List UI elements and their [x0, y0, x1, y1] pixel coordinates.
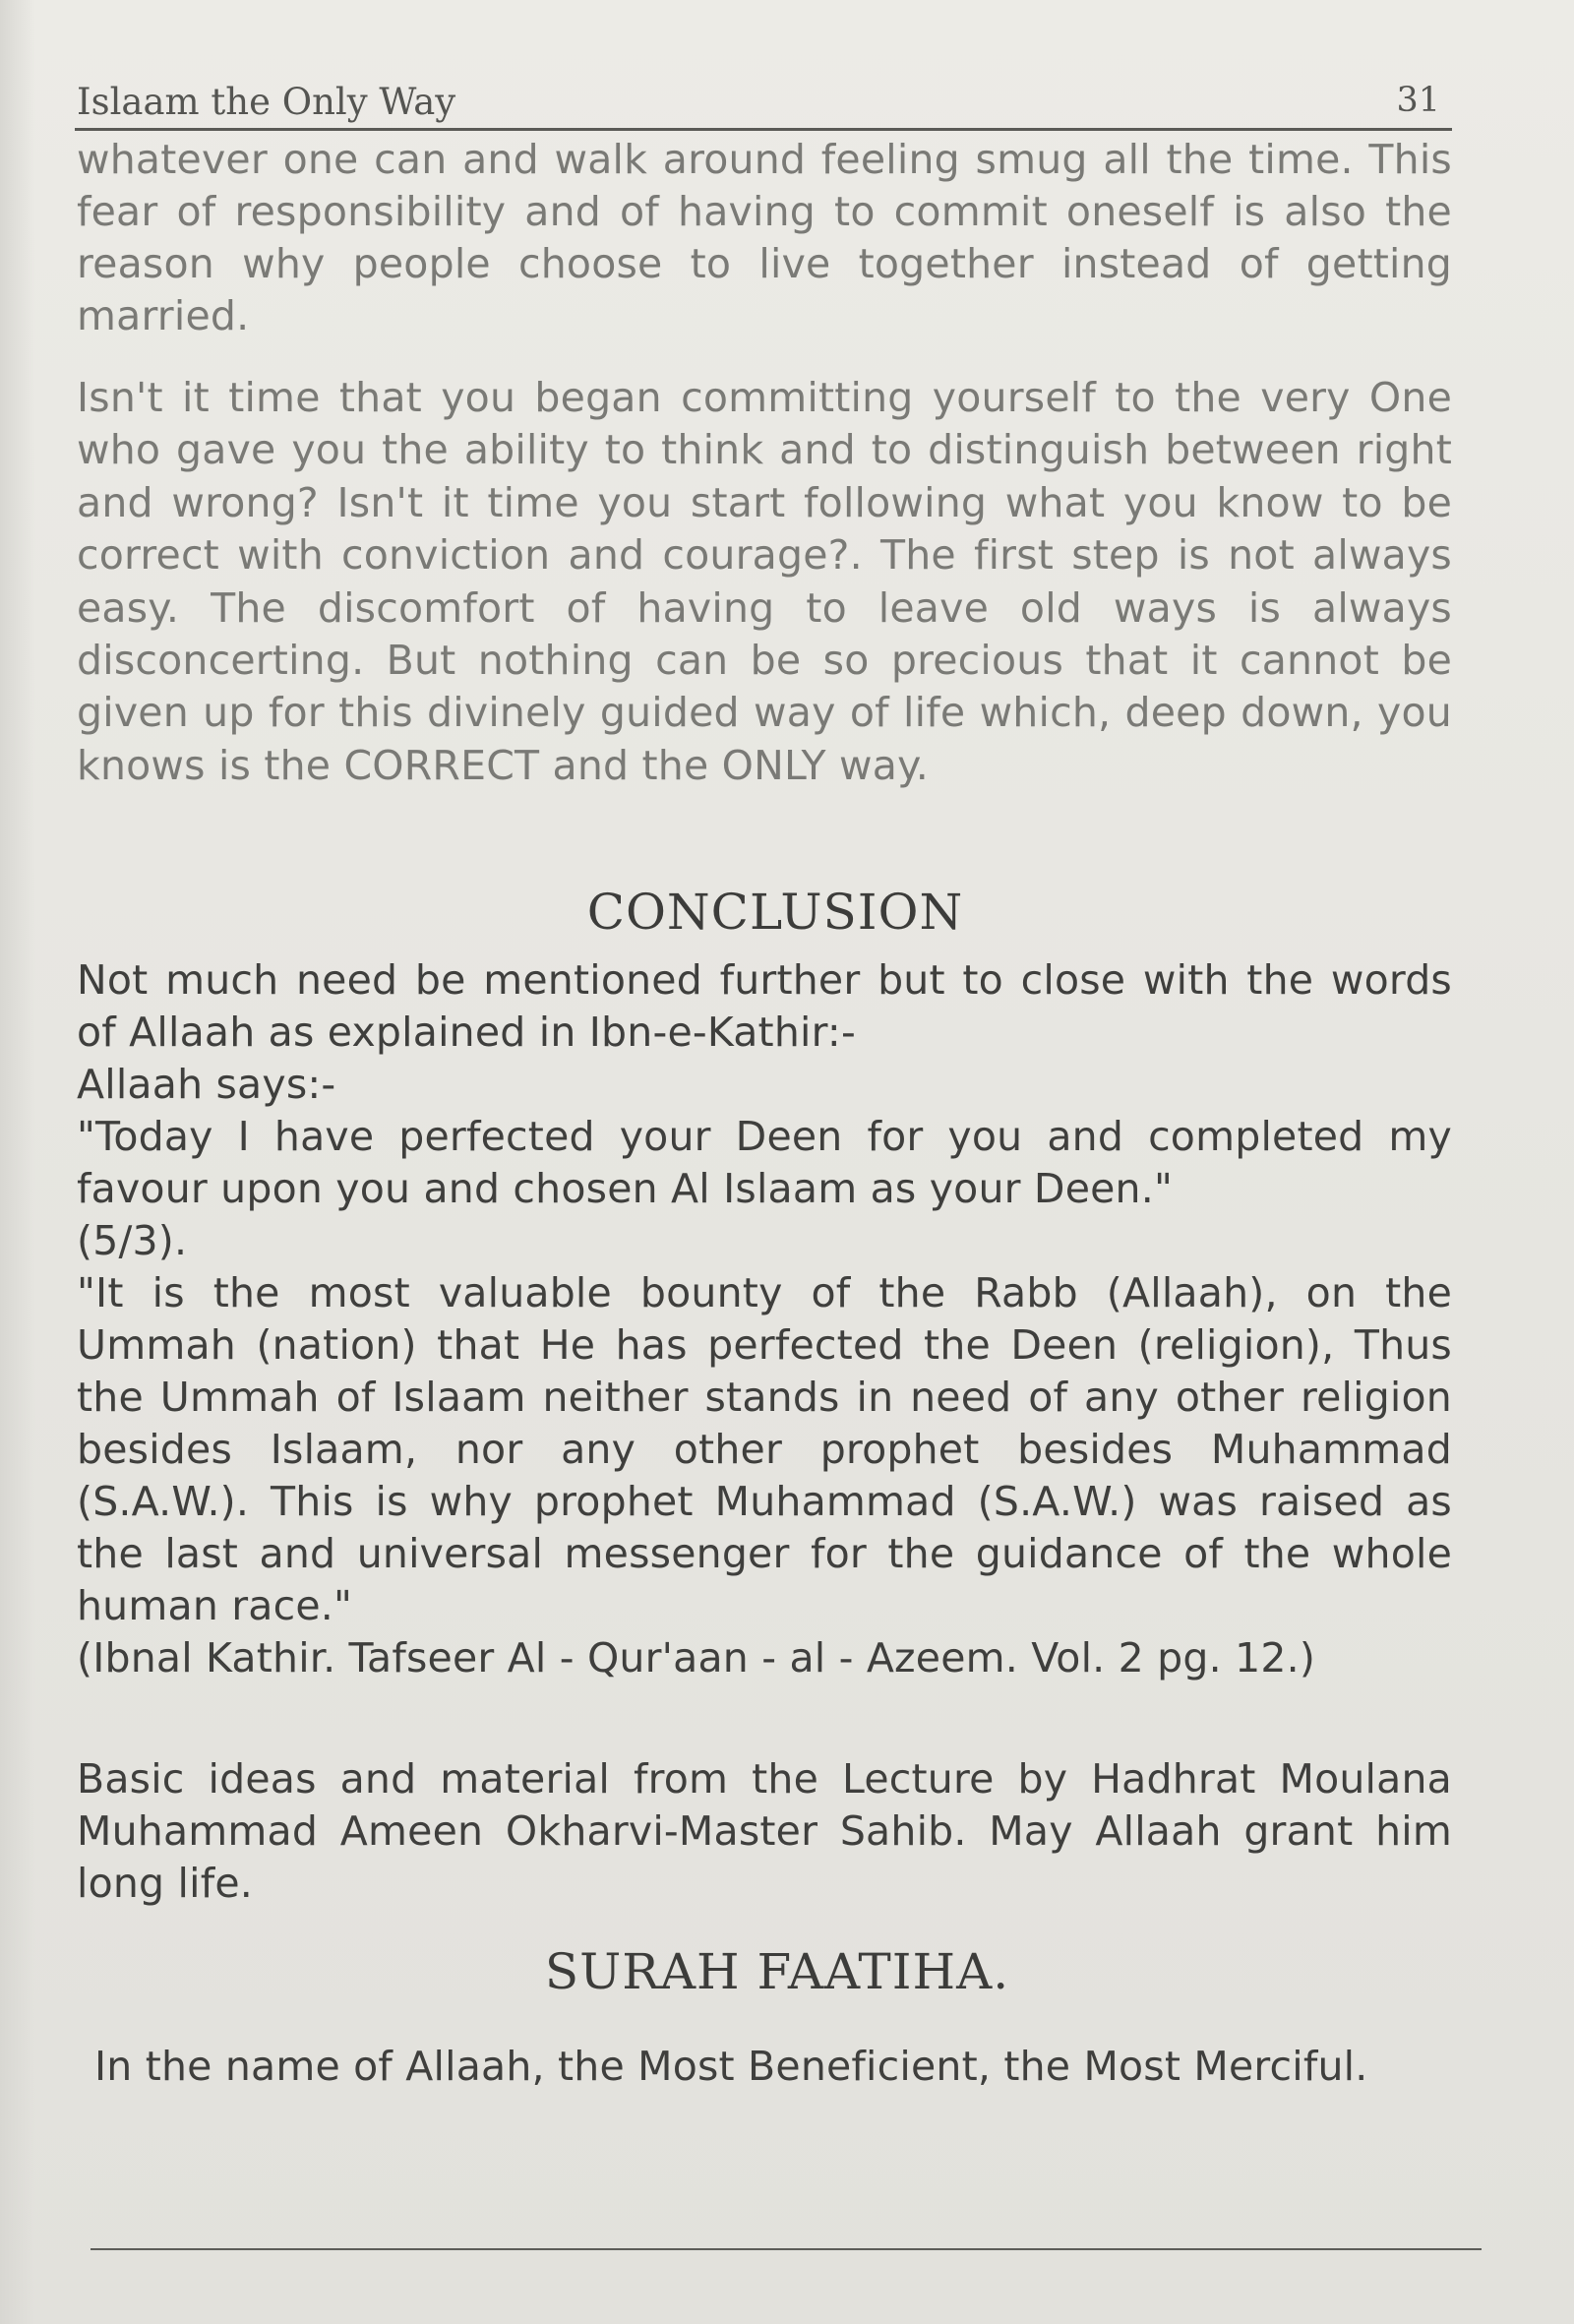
- running-title: Islaam the Only Way: [77, 81, 456, 123]
- quote-tafseer: "It is the most valuable bounty of the Rabb (Allaah), on the Ummah (nation) that He has perfected the Deen (religion), Thus the Ummah of Islaam neither stands in need of any other religion besides Islaam, nor any other prophet besides Muhammad (S.A.W.). This is why prophet Muhammad (S.A.W.) was raised as the last and universal messenger for the guidance of the whole human race.": [77, 1269, 1452, 1629]
- paragraph-conclusion: Not much need be mentioned further but to close with the words of Allaah as explained in Ibn-e-Kathir:-: [77, 956, 1452, 1056]
- quote-verse: "Today I have perfected your Deen for you and completed my favour upon you and chosen Al Islaam as your Deen.": [77, 1113, 1452, 1212]
- quote-tafseer-reference: (Ibnal Kathir. Tafseer Al - Qur'aan - al - Azeem. Vol. 2 pg. 12.): [77, 1634, 1316, 1682]
- bottom-rule-divider: [91, 2248, 1482, 2250]
- quote-verse-reference: (5/3).: [77, 1217, 188, 1264]
- paragraph-basic-ideas: Basic ideas and material from the Lecture by Hadhrat Moulana Muhammad Ameen Okharvi-Master Sahib. May Allaah grant him long life.: [77, 1755, 1452, 1907]
- allaah-says-line: Allaah says:-: [77, 1061, 336, 1108]
- heading-surah-faatiha: SURAH FAATIHA.: [544, 1943, 1010, 2000]
- page-number: 31: [1396, 81, 1440, 120]
- conclusion-section: [77, 954, 1452, 1684]
- paragraph-surah-faatiha: In the name of Allaah, the Most Beneficient, the Most Merciful.: [94, 2043, 1368, 2090]
- paragraph-responsibility: whatever one can and walk around feeling smug all the time. This fear of responsibility and of having to commit oneself is also the reason why people choose to live together instead of getting married.: [77, 136, 1452, 339]
- heading-conclusion: CONCLUSION: [586, 884, 964, 941]
- running-header: [75, 79, 1452, 131]
- paragraph-commitment: Isn't it time that you began committing yourself to the very One who gave you the ability to think and to distinguish between right and wrong? Isn't it time you start following what you know to be correct with conviction and courage?. The first step is not always easy. The discomfort of having to leave old ways is always disconcerting. But nothing can be so precious that it cannot be given up for this divinely guided way of life which, deep down, you knows is the CORRECT and the ONLY way.: [77, 374, 1452, 789]
